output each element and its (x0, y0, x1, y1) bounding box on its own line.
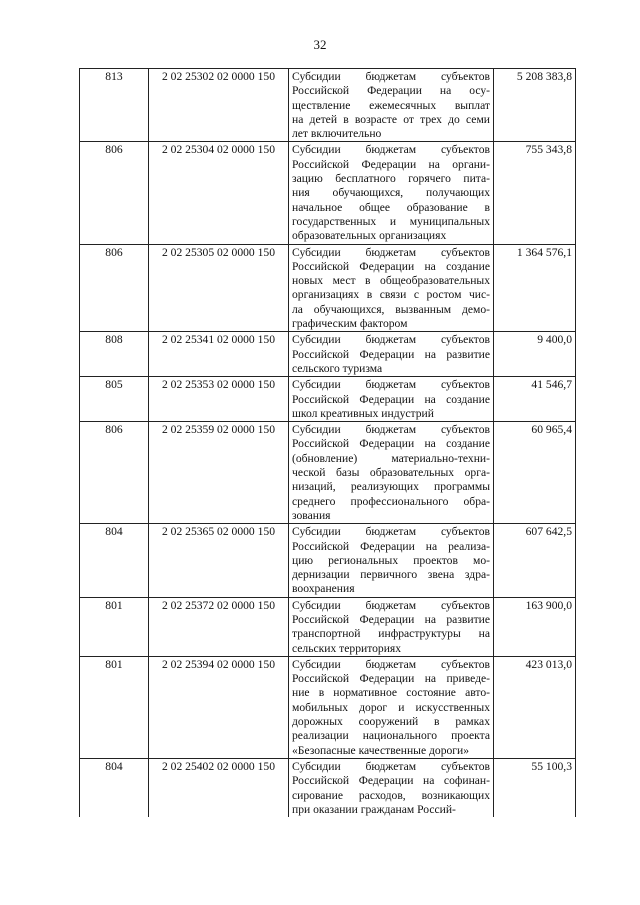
description-line: низаций, реализующих программы (292, 480, 490, 494)
description-line: (обновление) материально-техни- (292, 451, 490, 465)
description-line: школ креативных индустрий (292, 406, 434, 420)
budget-revenue-table (79, 68, 576, 817)
table-row (80, 142, 576, 244)
description-line: Субсидии бюджетам субъектов (292, 333, 490, 347)
description-line: «Безопасные качественные дороги» (292, 743, 470, 757)
description-cell (289, 656, 494, 758)
description-line: организациях в связи с ростом чис- (292, 288, 490, 302)
budget-classification-code-cell: 2 02 25394 02 0000 150 (149, 656, 289, 758)
description-line: Российской Федерации на органи- (292, 157, 490, 171)
table-row (80, 597, 576, 656)
description-line: среднего профессионального обра- (292, 494, 490, 508)
table-row (80, 422, 576, 524)
description-cell (289, 758, 494, 817)
table-body (80, 69, 576, 818)
description-line: Российской Федерации на создание (292, 437, 490, 451)
description-line: зацию бесплатного горячего пита- (292, 172, 490, 186)
description-line: реализации национального проекта (292, 729, 490, 743)
description-line: графическим фактором (292, 317, 408, 331)
admin-code-cell: 806 (80, 244, 149, 332)
description-line: зования (292, 508, 331, 522)
admin-code-cell: 806 (80, 422, 149, 524)
admin-code-cell: 804 (80, 758, 149, 817)
description-line: Субсидии бюджетам субъектов (292, 378, 490, 392)
amount-cell: 9 400,0 (494, 332, 576, 377)
admin-code-cell: 805 (80, 377, 149, 422)
description-line: образовательных организациях (292, 229, 447, 243)
amount-cell: 41 546,7 (494, 377, 576, 422)
description-line: начальное общее образование в (292, 200, 490, 214)
table-row (80, 244, 576, 332)
description-line: цию региональных проектов мо- (292, 553, 490, 567)
amount-cell: 60 965,4 (494, 422, 576, 524)
description-cell (289, 244, 494, 332)
description-line: Российской Федерации на создание (292, 259, 490, 273)
description-line: Субсидии бюджетам субъектов (292, 143, 490, 157)
budget-classification-code-cell: 2 02 25305 02 0000 150 (149, 244, 289, 332)
budget-classification-code-cell: 2 02 25402 02 0000 150 (149, 758, 289, 817)
amount-cell: 5 208 383,8 (494, 69, 576, 142)
description-line: Субсидии бюджетам субъектов (292, 657, 490, 671)
admin-code-cell: 806 (80, 142, 149, 244)
budget-classification-code-cell: 2 02 25353 02 0000 150 (149, 377, 289, 422)
description-line: Российской Федерации на софинан- (292, 774, 490, 788)
description-line: ществление ежемесячных выплат (292, 98, 490, 112)
description-line: Российской Федерации на осу- (292, 84, 490, 98)
description-cell (289, 422, 494, 524)
admin-code-cell: 801 (80, 656, 149, 758)
description-line: ние в нормативное состояние авто- (292, 686, 490, 700)
amount-cell: 55 100,3 (494, 758, 576, 817)
description-line: сельских территориях (292, 641, 402, 655)
budget-classification-code-cell: 2 02 25302 02 0000 150 (149, 69, 289, 142)
description-line: лет включительно (292, 127, 382, 141)
description-cell (289, 524, 494, 597)
description-line: Субсидии бюджетам субъектов (292, 245, 490, 259)
amount-cell: 607 642,5 (494, 524, 576, 597)
amount-cell: 1 364 576,1 (494, 244, 576, 332)
table-row (80, 377, 576, 422)
admin-code-cell: 808 (80, 332, 149, 377)
table-row (80, 332, 576, 377)
budget-classification-code-cell: 2 02 25341 02 0000 150 (149, 332, 289, 377)
page-number: 32 (313, 37, 327, 52)
description-line: мобильных дорог и искусственных (292, 700, 490, 714)
table-row (80, 524, 576, 597)
description-line: Субсидии бюджетам субъектов (292, 70, 490, 83)
table-row (80, 758, 576, 817)
admin-code-cell: 804 (80, 524, 149, 597)
description-line: на детей в возрасте от трех до семи (292, 112, 490, 126)
table-row (80, 69, 576, 142)
description-line: Российской Федерации на создание (292, 392, 490, 406)
description-line: Российской Федерации на развитие (292, 612, 490, 626)
budget-classification-code-cell: 2 02 25365 02 0000 150 (149, 524, 289, 597)
description-line: сирование расходов, возникающих (292, 788, 490, 802)
description-line: дорожных сооружений в рамках (292, 715, 490, 729)
description-cell (289, 142, 494, 244)
description-cell (289, 597, 494, 656)
amount-cell: 423 013,0 (494, 656, 576, 758)
description-line: государственных и муниципальных (292, 214, 490, 228)
admin-code-cell: 801 (80, 597, 149, 656)
description-line: Субсидии бюджетам субъектов (292, 598, 490, 612)
admin-code-cell: 813 (80, 69, 149, 142)
description-line: ния обучающихся, получающих (292, 186, 490, 200)
description-line: Российской Федерации на приведе- (292, 672, 490, 686)
description-line: Российской Федерации на реализа- (292, 539, 490, 553)
description-line: Субсидии бюджетам субъектов (292, 525, 490, 539)
amount-cell: 755 343,8 (494, 142, 576, 244)
description-line: Российской Федерации на развитие (292, 347, 490, 361)
description-cell (289, 332, 494, 377)
table-row (80, 656, 576, 758)
budget-classification-code-cell: 2 02 25304 02 0000 150 (149, 142, 289, 244)
description-line: Субсидии бюджетам субъектов (292, 759, 490, 773)
budget-classification-code-cell: 2 02 25372 02 0000 150 (149, 597, 289, 656)
description-line: при оказании гражданам Россий- (292, 802, 456, 816)
description-line: Субсидии бюджетам субъектов (292, 423, 490, 437)
description-line: воохранения (292, 582, 355, 596)
description-cell (289, 69, 494, 142)
amount-cell: 163 900,0 (494, 597, 576, 656)
description-line: сельского туризма (292, 361, 383, 375)
budget-classification-code-cell: 2 02 25359 02 0000 150 (149, 422, 289, 524)
description-cell (289, 377, 494, 422)
description-line: ла обучающихся, вызванным демо- (292, 302, 490, 316)
description-line: новых мест в общеобразовательных (292, 274, 490, 288)
description-line: транспортной инфраструктуры на (292, 627, 490, 641)
description-line: ческой базы образовательных орга- (292, 466, 490, 480)
description-line: дернизации первичного звена здра- (292, 568, 490, 582)
